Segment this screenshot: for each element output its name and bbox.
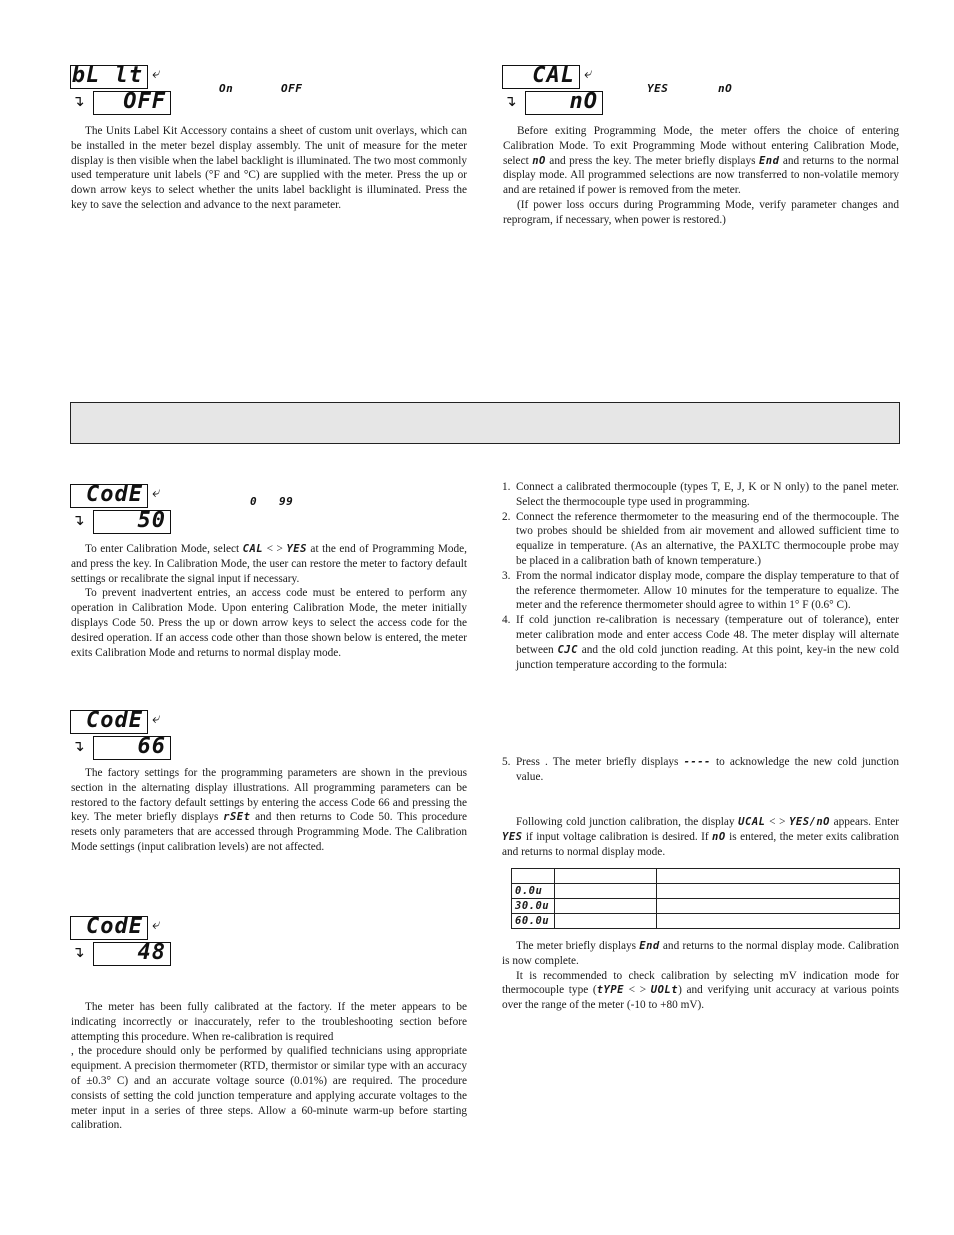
display-text: CAL [532, 63, 575, 88]
key-arrow-icon: ⤶ [584, 64, 593, 82]
paragraph: The meter briefly displays End and returns to the normal display mode. Calibration is now complete. [502, 940, 900, 967]
choice-off: OFF [281, 82, 303, 95]
paragraph: The Units Label Kit Accessory contains a sheet of custom unit overlays, which can be installed in the meter bezel display assembly. The unit of measure for the meter display is then visible when the label backlight is illuminated. The two most commonly used temperature unit labels (°F and °C) are supplied with the meter. Press the up or down arrow keys to select whether the units label backlight is illuminated. Press the key to save the selection and advance to the next parameter. [71, 125, 467, 211]
key-arrow-icon: ↴ [72, 943, 85, 961]
key-arrow-icon: ↴ [504, 92, 517, 110]
step-5 [502, 755, 899, 785]
display-blit-top [70, 65, 148, 89]
paragraph: The meter has been fully calibrated at the factory. If the meter appears to be indicating incorrectly or inaccurately, refer to the troubleshooting section before attempting this procedure. When re-calibration is required [71, 1001, 467, 1043]
section-banner [70, 402, 900, 444]
key-arrow-icon: ⤶ [152, 709, 161, 727]
choice-yes: YES [647, 82, 669, 95]
display-code66-top [70, 710, 148, 734]
range-high: 99 [279, 495, 294, 508]
display-text: CodE [86, 914, 143, 939]
display-text: bL lt [71, 63, 143, 88]
code66-description [71, 766, 467, 855]
key-arrow-icon: ↴ [72, 511, 85, 529]
display-text: 48 [137, 940, 166, 965]
step-item: 5. Press . The meter briefly displays ---- to acknowledge the new cold junction value. [502, 756, 899, 783]
key-arrow-icon: ⤶ [152, 64, 161, 82]
paragraph: To prevent inadvertent entries, an access code must be entered to perform any operation in Calibration Mode. Upon entering Calibration Mode, the meter initially displays Code 50. Press the up or down arrow keys to select the access code for the desired operation. If an access code other than those shown below is entered, the meter exits Calibration Mode and returns to normal display mode. [71, 587, 467, 659]
calibration-steps [502, 480, 899, 672]
step-item: 1. Connect a calibrated thermocouple (types T, E, J, K or N only) to the panel meter. Select the thermocouple type used in programming. [502, 481, 899, 508]
display-text: nO [569, 89, 598, 114]
cal-description [503, 124, 899, 228]
display-code50-bottom [93, 510, 171, 534]
display-cal-bottom [525, 91, 603, 115]
step-item: 2. Connect the reference thermometer to the measuring end of the thermocouple. The two probes should be shielded from air movement and allowed sufficient time to equalize in temperature. (As an alternative, the PAXLTC thermocouple probe may be placed in a calibration bath of known temperature.) [502, 510, 899, 567]
display-text: OFF [123, 89, 166, 114]
display-cal-top [502, 65, 580, 89]
display-code50-top [70, 484, 148, 508]
key-arrow-icon: ↴ [72, 92, 85, 110]
choice-on: On [219, 82, 234, 95]
code48-description [71, 1000, 467, 1133]
paragraph: The factory settings for the programming parameters are shown in the previous section in the alternating display illustrations. All programming parameters can be restored to the factory default settings by entering the access Code 66 and pressing the key. The meter briefly displays rSEt and then returns to Code 50. This procedure resets only parameters that are accessed through Programming Mode. The Calibration Mode settings (input calibration levels) are not affected. [71, 767, 467, 853]
range-low: 0 [250, 495, 258, 508]
code50-description [71, 542, 467, 660]
paragraph: To enter Calibration Mode, select CAL < > YES at the end of Programming Mode, and press the key. In Calibration Mode, the user can restore the meter to factory default settings or recalibrate the signal input if necessary. [71, 543, 467, 585]
display-code66-bottom [93, 736, 171, 760]
blit-description [71, 124, 467, 213]
table-row: 30.0u [512, 899, 900, 914]
voltage-calibration-table [511, 868, 900, 929]
step-item: 3. From the normal indicator display mode, compare the display temperature to that of the reference thermometer. Allow 10 minutes for the temperature to equalize. The meter and the reference thermometer should agree to within 1° F (0.6° C). [502, 569, 899, 612]
paragraph: Before exiting Programming Mode, the meter offers the choice of entering Calibration Mode. To exit Programming Mode without entering Calibration Mode, select nO and press the key. The meter briefly displays End and returns to the normal display mode. All programmed selections are now transferred to non-volatile memory and are retained if power is removed from the meter. [503, 125, 899, 197]
choice-no: nO [718, 82, 733, 95]
display-text: CodE [86, 482, 143, 507]
table-row: 60.0u [512, 914, 900, 929]
paragraph: It is recommended to check calibration by selecting mV indication mode for thermocouple type (tYPE < > UOLt) and verifying unit accuracy at various points over the range of the meter (-10 to +80 mV). [502, 969, 900, 1012]
display-text: CodE [86, 708, 143, 733]
key-arrow-icon: ⤶ [152, 483, 161, 501]
key-arrow-icon: ⤶ [152, 915, 161, 933]
closing-notes [502, 939, 899, 1013]
paragraph: Following cold junction calibration, the display UCAL < > YES/nO appears. Enter YES if input voltage calibration is desired. If nO is entered, the meter exits calibration and returns to normal display mode. [502, 816, 900, 858]
step-item: 4. If cold junction re-calibration is necessary (temperature out of tolerance), enter meter calibration mode and enter access Code 48. The meter display will alternate between CJC and the old cold junction reading. At this point, key-in the new cold junction temperature according to the formula: [502, 614, 899, 671]
following-calibration [502, 815, 899, 859]
display-code48-top [70, 916, 148, 940]
table-row: 0.0u [512, 884, 900, 899]
display-code48-bottom [93, 942, 171, 966]
display-text: 66 [137, 734, 166, 759]
display-blit-bottom [93, 91, 171, 115]
table-row [512, 869, 900, 884]
display-text: 50 [137, 508, 166, 533]
paragraph: , the procedure should only be performed by qualified technicians using appropriate equipment. A precision thermometer (RTD, thermistor or similar type with an accuracy of ±0.3° C) and an accurate voltage source (0.01%) are required. The procedure consists of setting the cold junction temperature and applying accurate voltages to the meter input in a series of three steps. Allow a 60-minute warm-up before starting calibration. [71, 1045, 467, 1132]
key-arrow-icon: ↴ [72, 737, 85, 755]
paragraph: (If power loss occurs during Programming Mode, verify parameter changes and reprogram, if necessary, when power is restored.) [503, 198, 899, 226]
